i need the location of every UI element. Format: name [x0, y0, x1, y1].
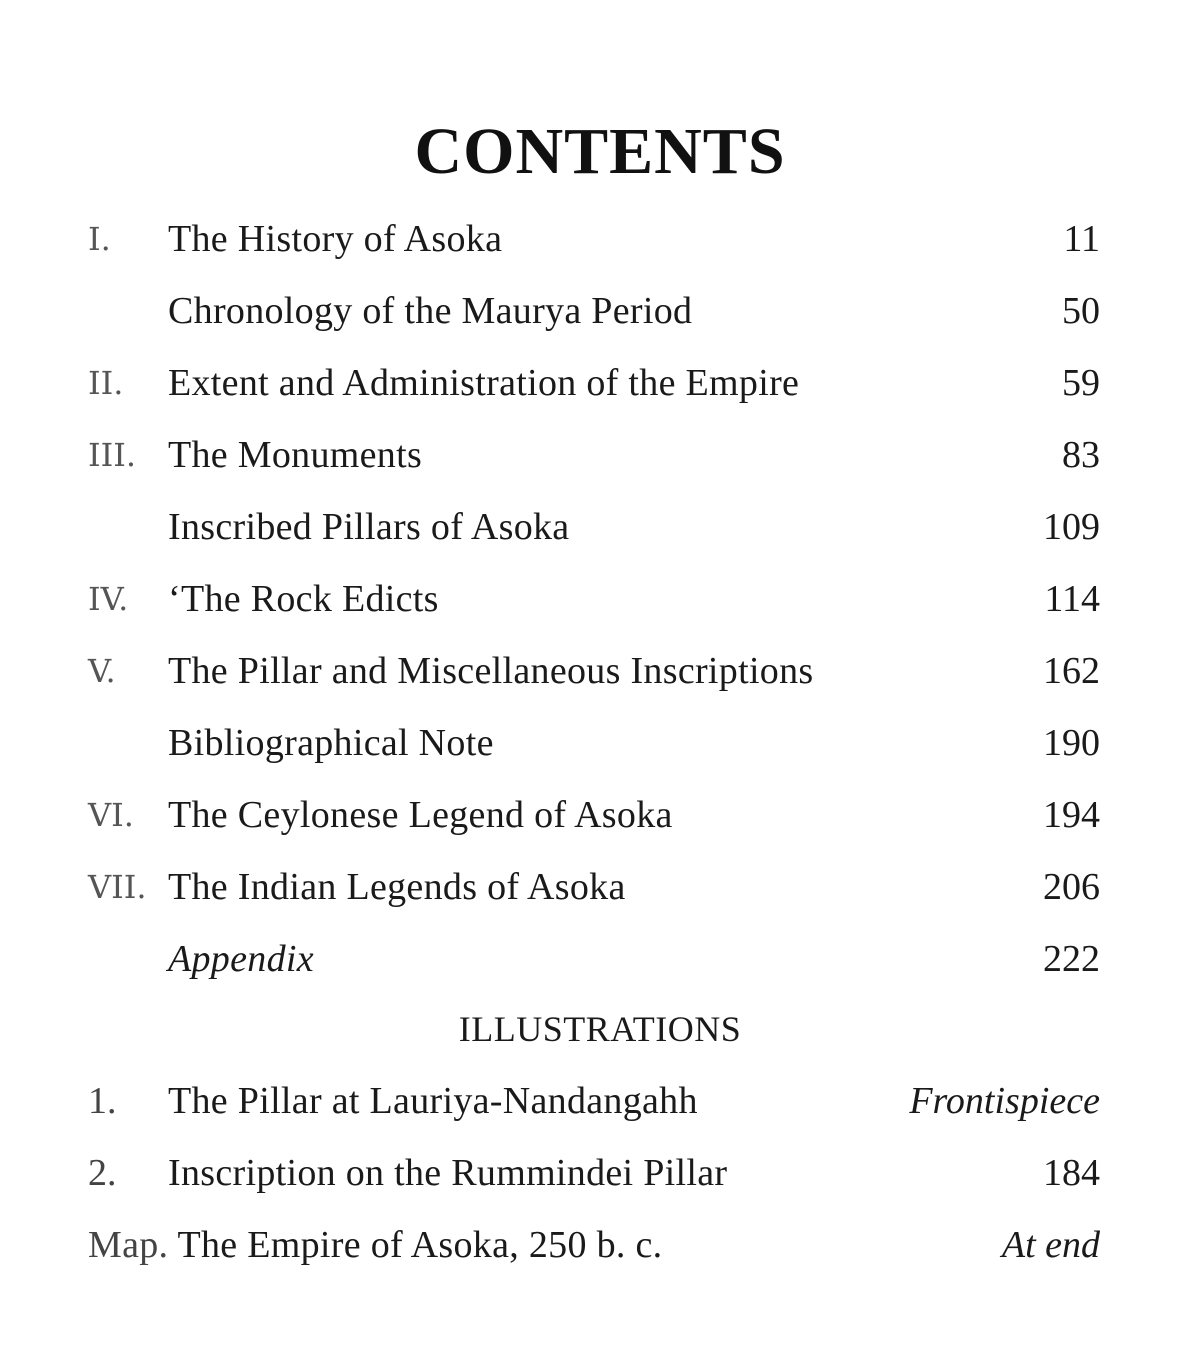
page-number: 11: [1063, 218, 1100, 260]
entry-title: The Ceylonese Legend of Asoka: [168, 794, 673, 836]
illustration-title: Inscription on the Rummindei Pillar: [168, 1152, 728, 1194]
entry-title: The Indian Legends of Asoka: [168, 866, 626, 908]
map-page: At end: [1001, 1224, 1100, 1266]
map-entry-text: [88, 1209, 662, 1281]
page-number: 83: [1062, 434, 1100, 476]
toc-entry: [0, 851, 1200, 923]
page-number: 194: [1043, 794, 1100, 836]
illustration-number: 2.: [88, 1152, 117, 1194]
page-title: CONTENTS: [414, 115, 786, 188]
toc-entry: [0, 203, 1200, 275]
toc-entry: [0, 419, 1200, 491]
illustration-title: The Pillar at Lauriya-Nandangahh: [168, 1080, 698, 1122]
map-title: The Empire of Asoka, 250 b. c.: [177, 1224, 663, 1266]
entry-title: The Monuments: [168, 434, 423, 476]
entry-title: Chronology of the Maurya Period: [168, 290, 693, 332]
toc-entry: [0, 563, 1200, 635]
map-entry: [0, 1209, 1200, 1281]
chapter-number: II.: [88, 364, 124, 402]
toc-entry: [0, 347, 1200, 419]
entry-title: The History of Asoka: [168, 218, 503, 260]
entry-title: Bibliographical Note: [168, 722, 494, 764]
entry-title: The Pillar and Miscellaneous Inscriptions: [168, 650, 814, 692]
illustration-page: 184: [1043, 1152, 1100, 1194]
toc-entry: [0, 923, 1200, 995]
toc-list: [0, 203, 1200, 995]
illustration-entry: [0, 1065, 1200, 1137]
page-number: 50: [1062, 290, 1100, 332]
toc-entry: [0, 635, 1200, 707]
chapter-number: V.: [88, 652, 116, 690]
entry-title: Extent and Administration of the Empire: [168, 362, 800, 404]
page-number: 222: [1043, 938, 1100, 980]
chapter-number: VI.: [88, 796, 134, 834]
illustration-number: 1.: [88, 1080, 117, 1122]
page-number: 190: [1043, 722, 1100, 764]
toc-entry: [0, 779, 1200, 851]
page-number: 206: [1043, 866, 1100, 908]
chapter-number: I.: [88, 220, 111, 258]
toc-entry: [0, 707, 1200, 779]
illustrations-heading: ILLUSTRATIONS: [458, 1009, 742, 1049]
page-number: 162: [1043, 650, 1100, 692]
entry-title: Inscribed Pillars of Asoka: [168, 506, 570, 548]
map-label: Map.: [88, 1224, 169, 1266]
chapter-number: III.: [88, 436, 137, 474]
page-number: 59: [1062, 362, 1100, 404]
entry-title: ‘The Rock Edicts: [168, 578, 439, 620]
page-number: 114: [1044, 578, 1100, 620]
toc-entry: [0, 491, 1200, 563]
chapter-number: VII.: [88, 868, 147, 906]
illustration-entry: [0, 1137, 1200, 1209]
toc-entry: [0, 275, 1200, 347]
illustration-page: Frontispiece: [909, 1080, 1100, 1122]
chapter-number: IV.: [88, 580, 129, 618]
entry-title: Appendix: [168, 938, 314, 980]
illustrations-list: [0, 1065, 1200, 1209]
page-number: 109: [1043, 506, 1100, 548]
